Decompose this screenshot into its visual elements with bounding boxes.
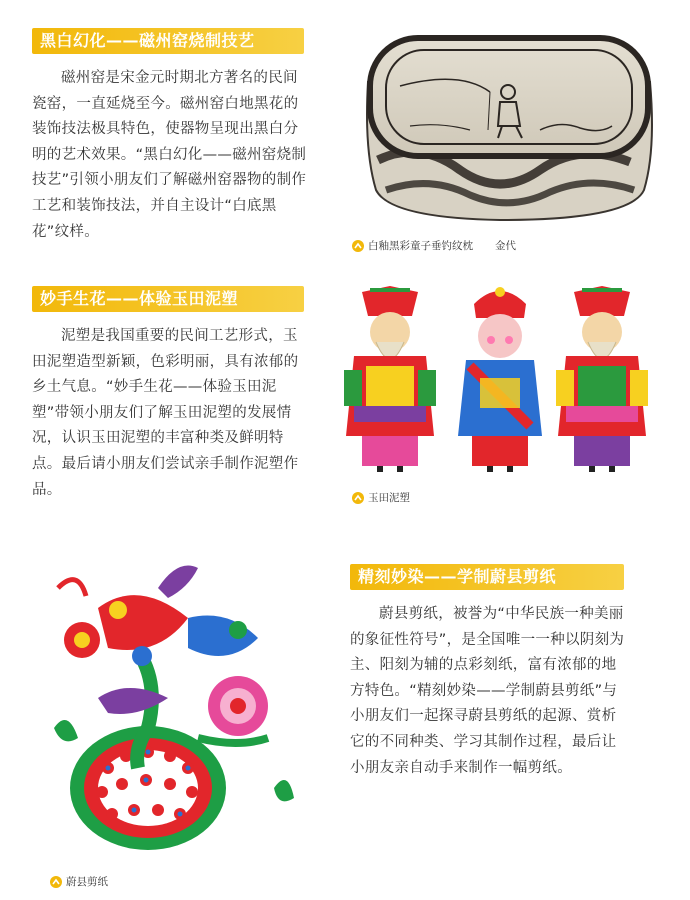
caption-marker-icon	[352, 240, 364, 252]
clay-figurines-image	[340, 286, 660, 476]
section-3-title: 精刻妙染——学制蔚县剪纸	[350, 564, 624, 590]
section-2-body: 泥塑是我国重要的民间工艺形式，玉田泥塑造型新颖，色彩明丽，具有浓郁的乡土气息。“妙手生花——体验玉田泥塑”带领小朋友们了解玉田泥塑的发展情况，认识玉田泥塑的丰富种类及鲜明特点。最后请小朋友们尝试亲手制作泥塑作品。	[32, 328, 299, 498]
paper-cut-peacock-image	[38, 548, 298, 860]
ceramic-caption-text: 白釉黑彩童子垂钓纹枕	[368, 240, 473, 252]
section-1-body: 磁州窑是宋金元时期北方著名的民间瓷窑，一直延烧至今。磁州窑白地黑花的装饰技法极具特色，使器物呈现出黑白分明的艺术效果。“黑白幻化——磁州窑烧制技艺”引领小朋友们了解磁州窑器物的制作工艺和装饰技法，并自主设计“白底黑花”纹样。	[32, 70, 307, 240]
caption-marker-icon	[352, 492, 364, 504]
section-1-title: 黑白幻化——磁州窑烧制技艺	[32, 28, 304, 54]
paper-cut-caption	[50, 874, 108, 889]
clay-caption-text: 玉田泥塑	[368, 492, 410, 504]
section-3-body: 蔚县剪纸，被誉为“中华民族一种美丽的象征性符号”，是全国唯一一种以阴刻为主、阳刻为辅的点彩刻纸，富有浓郁的地方特色。“精刻妙染——学制蔚县剪纸”与小朋友们一起探寻蔚县剪纸的起源、赏析它的不同种类、学习其制作过程，最后让小朋友亲自动手来制作一幅剪纸。	[350, 606, 625, 776]
section-2-title: 妙手生花——体验玉田泥塑	[32, 286, 304, 312]
paper-cut-caption-text: 蔚县剪纸	[66, 876, 108, 888]
ceramic-caption-period: 金代	[495, 240, 516, 252]
ceramic-pillow-image	[350, 30, 668, 230]
caption-marker-icon	[50, 876, 62, 888]
clay-figurines-caption	[352, 490, 410, 505]
ceramic-pillow-caption	[352, 238, 516, 253]
